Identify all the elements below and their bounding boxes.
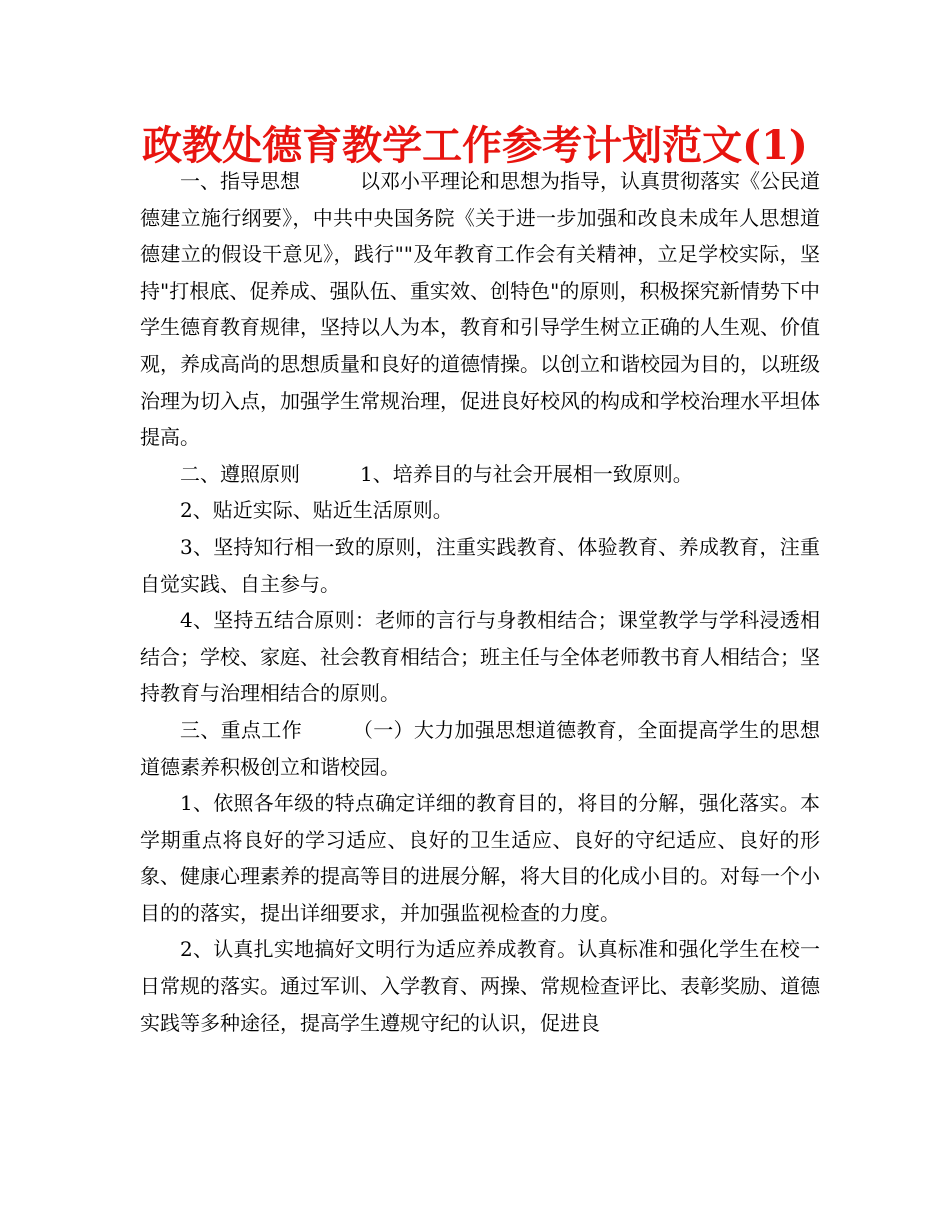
document-body — [140, 163, 820, 1041]
paragraph-key-work: 三、重点工作 （一）大力加强思想道德教育，全面提高学生的思想道德素养积极创立和谐校园。 — [140, 717, 820, 779]
paragraph-principle-2: 2、贴近实际、贴近生活原则。 — [180, 498, 453, 523]
paragraph-work-item-1: 1、依照各年级的特点确定详细的教育目的，将目的分解，强化落实。本学期重点将良好的学习适应、良好的卫生适应、良好的守纪适应、良好的形象、健康心理素养的提高等目的进展分解，将大目的化成小目的。对每一个小目的的落实，提出详细要求，并加强监视检查的力度。 — [140, 791, 820, 925]
paragraph-work-item-2: 2、认真扎实地搞好文明行为适应养成教育。认真标准和强化学生在校一日常规的落实。通过军训、入学教育、两操、常规检查评比、表彰奖励、道德实践等多种途径，提高学生遵规守纪的认识，促进良 — [140, 937, 820, 1035]
document-title: 政教处德育教学工作参考计划范文(1) — [142, 122, 808, 169]
paragraph-principles: 二、遵照原则 1、培养目的与社会开展相一致原则。 — [180, 461, 693, 486]
paragraph-principle-4: 4、坚持五结合原则：老师的言行与身教相结合；课堂教学与学科浸透相结合；学校、家庭、社会教育相结合；班主任与全体老师教书育人相结合；坚持教育与治理相结合的原则。 — [140, 608, 820, 706]
paragraph-principle-3: 3、坚持知行相一致的原则，注重实践教育、体验教育、养成教育，注重自觉实践、自主参与。 — [140, 534, 820, 596]
paragraph-guiding-ideology: 一、指导思想 以邓小平理论和思想为指导，认真贯彻落实《公民道德建立施行纲要》，中共中央国务院《关于进一步加强和改良未成年人思想道德建立的假设干意见》，践行""及年教育工作会有关精神，立足学校实际，坚持"打根底、促养成、强队伍、重实效、创特色"的原则，积极探究新情势下中学生德育教育规律，坚持以人为本，教育和引导学生树立正确的人生观、价值观，养成高尚的思想质量和良好的道德情操。以创立和谐校园为目的，以班级治理为切入点，加强学生常规治理，促进良好校风的构成和学校治理水平坦体提高。 — [140, 169, 820, 450]
